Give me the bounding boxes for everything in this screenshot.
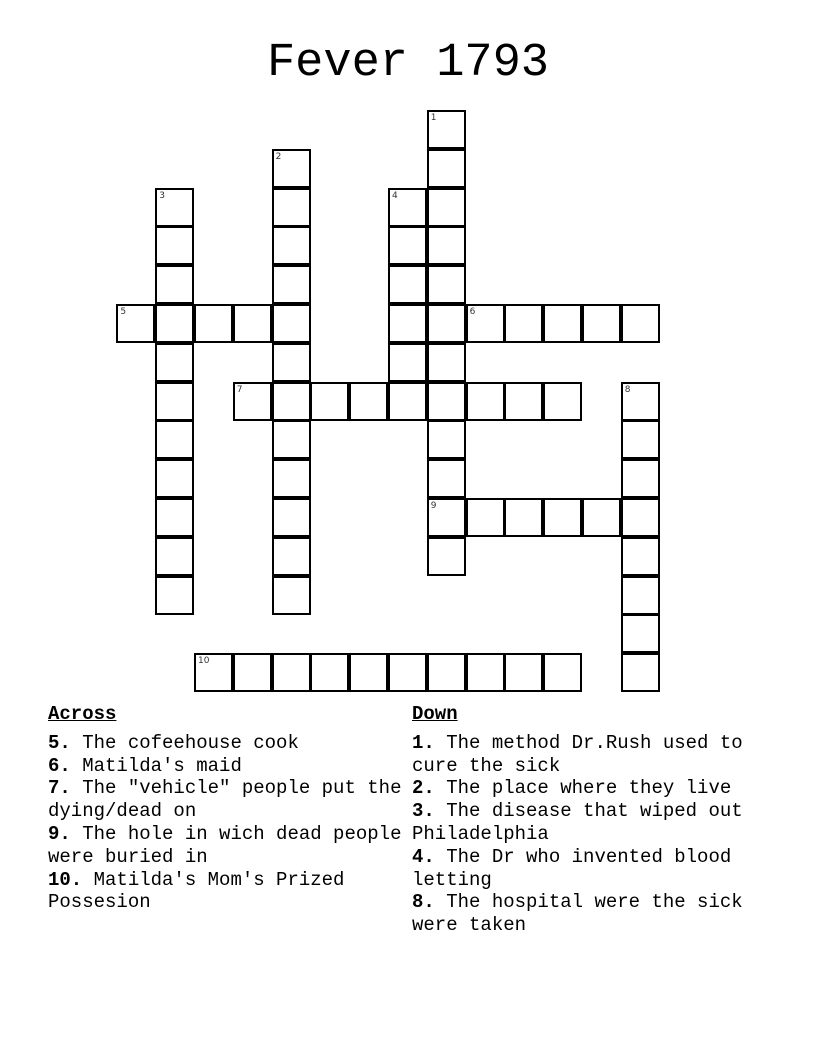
grid-cell[interactable] — [427, 459, 466, 498]
grid-cell[interactable] — [272, 188, 311, 227]
grid-cell[interactable] — [388, 265, 427, 304]
grid-cell[interactable] — [427, 420, 466, 459]
clue-number: 6. — [48, 754, 71, 777]
grid-cell[interactable] — [621, 420, 660, 459]
grid-cell[interactable] — [427, 149, 466, 188]
clue-text: The hospital were the sick were taken — [412, 891, 743, 937]
clue-number-label: 2 — [275, 151, 282, 162]
across-clue — [48, 823, 410, 869]
grid-cell[interactable] — [116, 304, 155, 343]
grid-cell[interactable] — [427, 382, 466, 421]
clue-text: The method Dr.Rush used to cure the sick — [412, 731, 743, 777]
grid-cell[interactable] — [466, 653, 505, 692]
across-clue — [48, 732, 410, 755]
grid-cell[interactable] — [233, 653, 272, 692]
grid-cell[interactable] — [155, 343, 194, 382]
grid-cell[interactable] — [155, 537, 194, 576]
clue-text: The disease that wiped out Philadelphia — [412, 800, 743, 845]
grid-cell[interactable] — [155, 265, 194, 304]
grid-cell[interactable] — [504, 382, 543, 421]
grid-cell[interactable] — [272, 304, 311, 343]
grid-cell[interactable] — [155, 576, 194, 615]
down-heading: Down — [412, 703, 458, 725]
clue-number-label: 10 — [198, 656, 210, 667]
across-clue — [48, 777, 410, 823]
grid-cell[interactable] — [621, 304, 660, 343]
across-clue-list — [48, 732, 410, 914]
grid-cell[interactable] — [272, 537, 311, 576]
clue-text: The hole in wich dead people were buried in — [48, 822, 402, 868]
grid-cell[interactable] — [466, 304, 505, 343]
grid-cell[interactable] — [504, 304, 543, 343]
clue-text: The Dr who invented blood letting — [412, 845, 732, 891]
down-clue — [412, 891, 772, 937]
grid-cell[interactable] — [466, 382, 505, 421]
clue-number-label: 5 — [120, 307, 127, 317]
grid-cell[interactable] — [621, 498, 660, 537]
down-clue — [412, 800, 772, 846]
clue-number-label: 8 — [624, 384, 631, 395]
grid-cell[interactable] — [543, 498, 582, 537]
grid-cell[interactable] — [427, 188, 466, 227]
down-clue — [412, 777, 772, 800]
grid-cell[interactable] — [427, 226, 466, 265]
clue-number-label: 4 — [392, 190, 398, 201]
grid-cell[interactable] — [427, 537, 466, 576]
clue-number: 7. — [48, 777, 71, 800]
grid-cell[interactable] — [388, 226, 427, 265]
across-clue — [48, 755, 410, 778]
grid-cell[interactable] — [272, 382, 311, 421]
grid-cell[interactable] — [427, 110, 466, 149]
grid-cell[interactable] — [155, 304, 194, 343]
clue-number-label: 1 — [430, 113, 437, 123]
grid-cell[interactable] — [388, 382, 427, 421]
clue-number-label: 9 — [430, 501, 437, 511]
grid-cell[interactable] — [388, 653, 427, 692]
grid-cell[interactable] — [427, 653, 466, 692]
grid-cell[interactable] — [272, 576, 311, 615]
grid-cell[interactable] — [427, 265, 466, 304]
grid-cell[interactable] — [272, 343, 311, 382]
grid-cell[interactable] — [272, 420, 311, 459]
clue-number: 4. — [412, 845, 435, 868]
across-clues — [48, 703, 410, 914]
grid-cell[interactable] — [155, 459, 194, 498]
grid-cell[interactable] — [621, 614, 660, 653]
grid-cell[interactable] — [272, 149, 311, 188]
clue-number: 10. — [48, 868, 83, 891]
grid-cell[interactable] — [155, 382, 194, 421]
grid-cell[interactable] — [621, 576, 660, 615]
grid-cell[interactable] — [349, 653, 388, 692]
grid-cell[interactable] — [272, 498, 311, 537]
grid-cell[interactable] — [155, 226, 194, 265]
clue-number-label: 3 — [159, 190, 165, 201]
grid-cell[interactable] — [427, 498, 466, 537]
grid-cell[interactable] — [155, 188, 194, 227]
grid-cell[interactable] — [233, 304, 272, 343]
clue-number: 2. — [412, 777, 435, 800]
grid-cell[interactable] — [155, 420, 194, 459]
grid-cell[interactable] — [388, 304, 427, 343]
grid-cell[interactable] — [543, 304, 582, 343]
clue-number: 8. — [412, 891, 435, 914]
grid-cell[interactable] — [582, 498, 621, 537]
grid-cell[interactable] — [272, 459, 311, 498]
grid-cell[interactable] — [582, 304, 621, 343]
across-clue — [48, 869, 410, 915]
grid-cell[interactable] — [349, 382, 388, 421]
clue-text: The cofeehouse cook — [70, 731, 299, 754]
clue-number: 9. — [48, 822, 71, 845]
clue-text: Matilda's Mom's Prized Possesion — [48, 868, 345, 914]
grid-cell[interactable] — [310, 382, 349, 421]
grid-cell[interactable] — [621, 537, 660, 576]
clue-number-label: 7 — [236, 384, 243, 395]
grid-cell[interactable] — [466, 498, 505, 537]
grid-cell[interactable] — [427, 343, 466, 382]
grid-cell[interactable] — [388, 343, 427, 382]
down-clue — [412, 732, 772, 778]
grid-cell[interactable] — [621, 653, 660, 692]
clue-text: Matilda's maid — [70, 754, 242, 777]
clue-number-label: 6 — [469, 307, 476, 317]
grid-cell[interactable] — [427, 304, 466, 343]
grid-cell[interactable] — [543, 382, 582, 421]
grid-cell[interactable] — [310, 653, 349, 692]
grid-cell[interactable] — [194, 653, 233, 692]
down-clue-list — [412, 732, 772, 937]
clue-text: The "vehicle" people put the dying/dead on — [48, 777, 402, 823]
puzzle-title: Fever 1793 — [266, 37, 550, 90]
grid-cell[interactable] — [272, 265, 311, 304]
clue-text: The place where they live — [434, 777, 732, 800]
down-clue — [412, 846, 772, 892]
grid-cell[interactable] — [233, 382, 272, 421]
grid-cell[interactable] — [272, 653, 311, 692]
across-heading: Across — [48, 703, 117, 725]
grid-cell[interactable] — [155, 498, 194, 537]
grid-cell[interactable] — [504, 653, 543, 692]
clue-number: 3. — [412, 800, 435, 823]
grid-cell[interactable] — [621, 382, 660, 421]
clue-number: 1. — [412, 731, 435, 754]
grid-cell[interactable] — [194, 304, 233, 343]
grid-cell[interactable] — [388, 188, 427, 227]
grid-cell[interactable] — [272, 226, 311, 265]
down-clues — [412, 703, 772, 937]
grid-cell[interactable] — [543, 653, 582, 692]
grid-cell[interactable] — [621, 459, 660, 498]
clue-number: 5. — [48, 731, 71, 754]
grid-cell[interactable] — [504, 498, 543, 537]
